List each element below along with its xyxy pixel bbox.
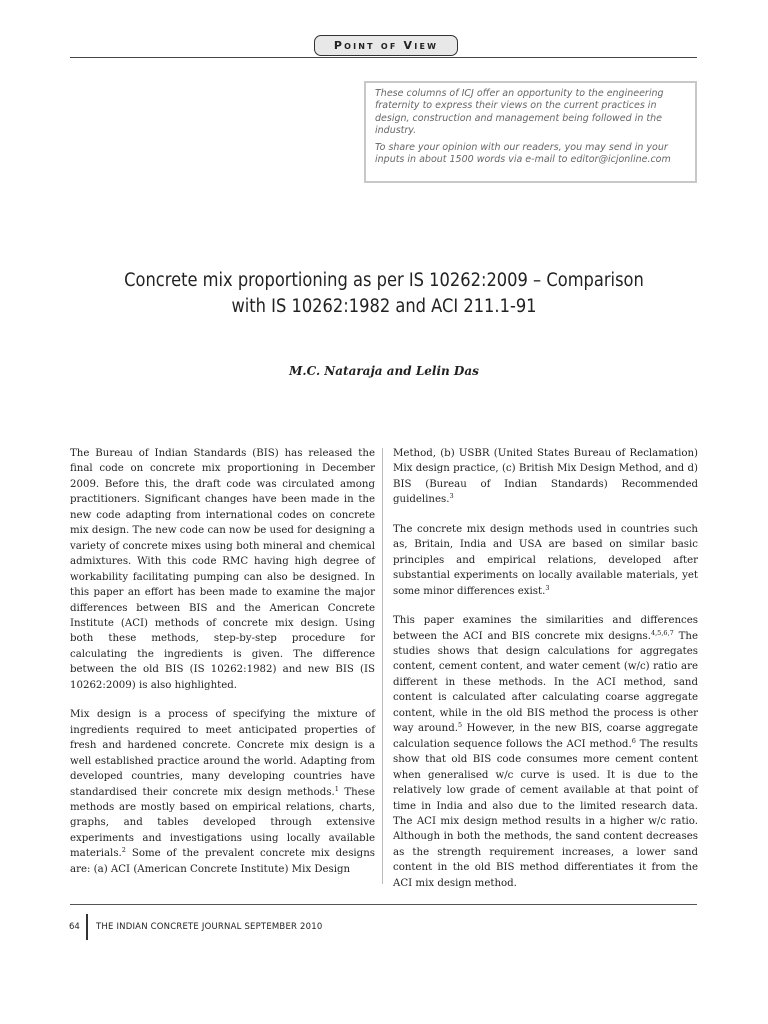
page-number: 64 xyxy=(69,922,80,932)
citation: 2 xyxy=(121,846,126,855)
citation: 6 xyxy=(631,736,636,745)
paragraph-abstract: The Bureau of Indian Standards (BIS) has released the final code on concrete mix proportioning in December 2009. Before this, the draft code was circulated among practitioners. Significant changes have been made in the new code adapting from international codes on concrete mix design. The new code can now be used for designing a variety of concrete mixes using both mineral and chemical admixtures. With this code RMC having high degree of workability facilitating pumping can also be designed. In this paper an effort has been made to examine the major differences between BIS and the American Concrete Institute (ACI) methods of concrete mix design. Using both these methods, step-by-step procedure for calculating the ingredients is given. The difference between the old BIS (IS 10262:1982) and new BIS (IS 10262:2009) is also highlighted. xyxy=(70,448,375,691)
article-authors: M.C. Nataraja and Lelin Das xyxy=(289,364,479,378)
citation: 3 xyxy=(545,583,550,592)
paragraph-comparison: This paper examines the similarities and differences between the ACI and BIS concrete mix designs.$^{4,5,6,7}$ The studies shows that design calculations for aggregates content, cement content, and water cement (w/c) ratio are different in these methods. In the ACI method, sand content is calculated after calculating coarse aggregate content, while in the old BIS method the process is other way around.$^5$ However, in the new BIS, coarse aggregate calculation sequence follows the ACI method.$^6$ The results show that old BIS code consumes more cement content when generalised w/c curve is used. It is due to the relatively low grade of cement available at that point of time in India and also due to the limited research data. The ACI mix design method results in a higher w/c ratio. Although in both the methods, the sand content decreases as the strength requirement increases, a lower sand content in the old BIS method differentiates it from the ACI mix design method. xyxy=(393,615,698,889)
paragraph-countries: The concrete mix design methods used in countries such as, Britain, India and USA are based on similar basic principles and empirical relations, developed after substantial experiments on locally available materials, yet some minor differences exist.$^3$ xyxy=(393,523,698,597)
header-rule xyxy=(70,57,697,58)
article-title xyxy=(99,268,669,320)
left-column xyxy=(70,446,375,877)
point-of-view-badge: Point of View xyxy=(314,35,458,56)
right-column xyxy=(393,446,698,891)
column-divider xyxy=(382,448,383,884)
citation: 1 xyxy=(334,784,339,793)
citation: 4,5,6,7 xyxy=(650,628,674,637)
paragraph-mix-design-intro: Mix design is a process of specifying the mixture of ingredients required to meet anticipated properties of fresh and hardened concrete. Concrete mix design is a well established practice around the world. Adapting from developed countries, many developing countries have standardised their concrete mix design methods.$^1$ These methods are mostly based on empirical relations, charts, graphs, and tables developed through extensive experiments and investigations using locally available materials.$^2$ Some of the prevalent concrete mix designs are: (a) ACI (American Concrete Institute) Mix Design xyxy=(70,709,375,875)
title-line-1: Concrete mix proportioning as per IS 10262:2009 – Comparison xyxy=(124,270,644,291)
journal-name: THE INDIAN CONCRETE JOURNAL SEPTEMBER 2010 xyxy=(96,922,323,932)
note-intro: These columns of ICJ offer an opportunity to the engineering fraternity to express their views on the current practices in design, construction and management being followed in the industry. xyxy=(375,88,664,137)
citation: 3 xyxy=(449,492,454,501)
footer-rule xyxy=(70,904,697,905)
citation: 5 xyxy=(458,721,463,730)
title-line-2: with IS 10262:1982 and ACI 211.1-91 xyxy=(231,296,537,317)
footer-separator xyxy=(86,914,88,940)
editorial-note-box xyxy=(364,81,697,183)
note-submission-info: To share your opinion with our readers, you may send in your inputs in about 1500 words via e-mail to editor@icjonline.com xyxy=(375,141,671,166)
paragraph-methods-list: Method, (b) USBR (United States Bureau of Reclamation) Mix design practice, (c) British Mix Design Method, and d) BIS (Bureau of Indian Standards) Recommended guidelines.$^3$ xyxy=(393,448,698,506)
